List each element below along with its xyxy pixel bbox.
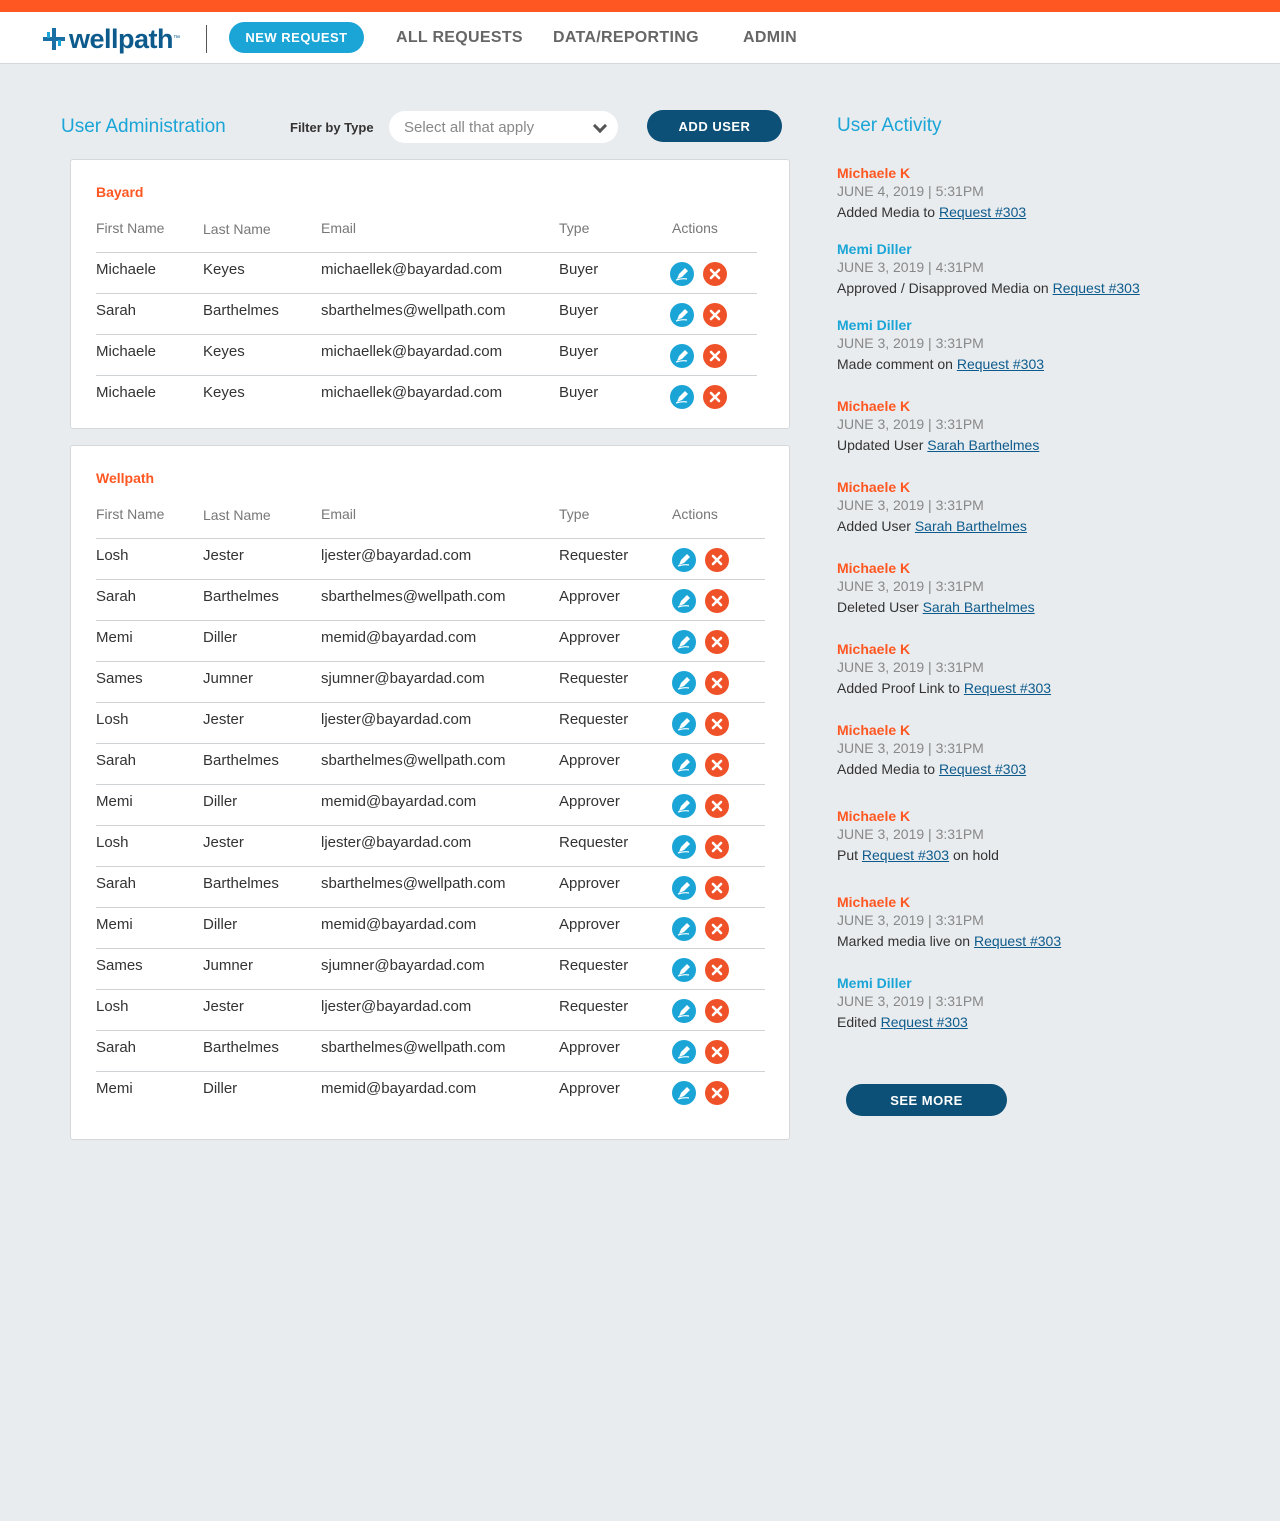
edit-user-icon[interactable] <box>672 917 696 941</box>
activity-description <box>837 599 1035 615</box>
activity-item <box>837 722 1026 777</box>
cell-type: Buyer <box>559 384 599 401</box>
edit-user-icon[interactable] <box>670 262 694 286</box>
cell-type: Approver <box>559 629 620 646</box>
filter-placeholder: Select all that apply <box>404 118 535 136</box>
cell-first-name: Sarah <box>96 302 137 319</box>
cell-first-name: Michaele <box>96 261 157 278</box>
table-row <box>96 907 765 948</box>
edit-user-icon[interactable] <box>670 303 694 327</box>
cell-last-name: Diller <box>203 916 238 933</box>
cell-email: memid@bayardad.com <box>321 793 477 810</box>
cell-email: michaellek@bayardad.com <box>321 261 503 278</box>
activity-item <box>837 479 1027 534</box>
user-group-card <box>70 445 790 1140</box>
activity-date: JUNE 3, 2019 | 3:31PM <box>837 826 984 842</box>
delete-user-icon[interactable] <box>705 1081 729 1105</box>
top-accent-bar <box>0 0 1280 12</box>
activity-link[interactable]: Request #303 <box>1052 280 1140 296</box>
navbar <box>0 12 1280 64</box>
cell-first-name: Losh <box>96 547 129 564</box>
header-actions: Actions <box>672 220 718 236</box>
activity-user[interactable]: Michaele K <box>837 479 911 495</box>
activity-date: JUNE 3, 2019 | 3:31PM <box>837 740 984 756</box>
activity-user[interactable]: Memi Diller <box>837 241 912 257</box>
cell-first-name: Memi <box>96 1080 133 1097</box>
cell-first-name: Memi <box>96 629 133 646</box>
table-row <box>96 743 765 784</box>
nav-admin[interactable]: ADMIN <box>743 29 797 46</box>
edit-user-icon[interactable] <box>672 876 696 900</box>
activity-description <box>837 437 1039 453</box>
cell-first-name: Losh <box>96 834 129 851</box>
cell-last-name: Jumner <box>203 957 254 974</box>
cell-first-name: Memi <box>96 793 133 810</box>
delete-user-icon[interactable] <box>705 958 729 982</box>
edit-user-icon[interactable] <box>672 958 696 982</box>
activity-date: JUNE 3, 2019 | 3:31PM <box>837 335 984 351</box>
activity-description <box>837 204 1026 220</box>
activity-text-before: Added Proof Link to <box>837 680 964 696</box>
activity-text-before: Updated User <box>837 437 928 453</box>
header-last-name: Last Name <box>203 507 271 523</box>
edit-user-icon[interactable] <box>670 344 694 368</box>
activity-item <box>837 975 984 1030</box>
cell-type: Approver <box>559 588 620 605</box>
activity-description <box>837 933 1061 949</box>
activity-text-before: Made comment on <box>837 356 957 372</box>
activity-link[interactable]: Sarah Barthelmes <box>927 437 1040 453</box>
table-row <box>96 825 765 866</box>
delete-user-icon[interactable] <box>705 753 729 777</box>
delete-user-icon[interactable] <box>705 794 729 818</box>
activity-date: JUNE 3, 2019 | 3:31PM <box>837 578 984 594</box>
activity-date: JUNE 3, 2019 | 3:31PM <box>837 416 984 432</box>
header-email: Email <box>321 506 357 522</box>
activity-date: JUNE 3, 2019 | 3:31PM <box>837 497 984 513</box>
cell-type: Requester <box>559 711 629 728</box>
activity-item <box>837 894 1061 949</box>
filter-type-select[interactable] <box>389 111 618 143</box>
activity-user[interactable]: Michaele K <box>837 165 911 181</box>
group-title: Wellpath <box>96 470 155 486</box>
edit-user-icon[interactable] <box>672 630 696 654</box>
cell-first-name: Sames <box>96 670 143 687</box>
cell-last-name: Barthelmes <box>203 588 279 605</box>
delete-user-icon[interactable] <box>705 630 729 654</box>
delete-user-icon[interactable] <box>705 999 729 1023</box>
delete-user-icon[interactable] <box>703 262 727 286</box>
cell-email: sbarthelmes@wellpath.com <box>321 875 506 892</box>
cell-last-name: Keyes <box>203 343 245 360</box>
activity-description <box>837 356 1044 372</box>
activity-date: JUNE 3, 2019 | 4:31PM <box>837 259 984 275</box>
activity-link[interactable]: Request #303 <box>861 847 950 863</box>
cell-last-name: Keyes <box>203 384 245 401</box>
cell-last-name: Barthelmes <box>203 1039 279 1056</box>
activity-user[interactable]: Michaele K <box>837 894 911 910</box>
table-row <box>96 293 757 334</box>
cell-last-name: Keyes <box>203 261 245 278</box>
cell-type: Approver <box>559 1039 620 1056</box>
cell-last-name: Diller <box>203 1080 238 1097</box>
cell-type: Approver <box>559 1080 620 1097</box>
activity-link[interactable]: Sarah Barthelmes <box>914 518 1027 534</box>
activity-date: JUNE 3, 2019 | 3:31PM <box>837 659 984 675</box>
cell-first-name: Sarah <box>96 752 137 769</box>
activity-item <box>837 398 1039 453</box>
delete-user-icon[interactable] <box>705 712 729 736</box>
header-first-name: First Name <box>96 506 165 522</box>
cell-first-name: Michaele <box>96 384 157 401</box>
cell-type: Approver <box>559 752 620 769</box>
cell-email: sbarthelmes@wellpath.com <box>321 1039 506 1056</box>
nav-all-requests[interactable]: ALL REQUESTS <box>396 29 523 46</box>
delete-user-icon[interactable] <box>703 303 727 327</box>
activity-item <box>837 808 999 863</box>
user-activity-title: User Activity <box>837 115 942 136</box>
table-row <box>96 334 757 375</box>
table-row <box>96 579 765 620</box>
cell-email: michaellek@bayardad.com <box>321 343 503 360</box>
activity-link[interactable]: Request #303 <box>938 761 1027 777</box>
activity-text-before: Added Media to <box>837 761 939 777</box>
cell-first-name: Sames <box>96 957 143 974</box>
cell-last-name: Barthelmes <box>203 875 279 892</box>
cell-type: Approver <box>559 916 620 933</box>
cell-last-name: Diller <box>203 629 238 646</box>
cell-email: memid@bayardad.com <box>321 916 477 933</box>
cell-email: memid@bayardad.com <box>321 1080 477 1097</box>
cell-type: Requester <box>559 957 629 974</box>
delete-user-icon[interactable] <box>705 835 729 859</box>
cell-type: Requester <box>559 670 629 687</box>
user-administration-title: User Administration <box>61 116 226 137</box>
cell-first-name: Sarah <box>96 1039 137 1056</box>
cell-first-name: Losh <box>96 998 129 1015</box>
cell-email: sjumner@bayardad.com <box>321 670 485 687</box>
activity-description <box>837 847 999 863</box>
activity-date: JUNE 3, 2019 | 3:31PM <box>837 993 984 1009</box>
edit-user-icon[interactable] <box>672 671 696 695</box>
header-actions: Actions <box>672 506 718 522</box>
table-row <box>96 1071 765 1112</box>
edit-user-icon[interactable] <box>672 1081 696 1105</box>
delete-user-icon[interactable] <box>705 1040 729 1064</box>
header-first-name: First Name <box>96 220 165 236</box>
cell-type: Approver <box>559 793 620 810</box>
nav-divider <box>206 25 207 53</box>
activity-item <box>837 560 1035 615</box>
table-row <box>96 784 765 825</box>
table-row <box>96 702 765 743</box>
activity-text-after: on hold <box>949 847 999 863</box>
cell-last-name: Jester <box>203 547 244 564</box>
cell-email: ljester@bayardad.com <box>321 998 472 1015</box>
cell-last-name: Jester <box>203 711 244 728</box>
cell-last-name: Jester <box>203 998 244 1015</box>
cell-email: michaellek@bayardad.com <box>321 384 503 401</box>
user-group-card <box>70 159 790 429</box>
table-row <box>96 661 765 702</box>
cell-last-name: Jumner <box>203 670 254 687</box>
activity-description <box>837 1014 984 1030</box>
cell-last-name: Jester <box>203 834 244 851</box>
table-row <box>96 866 765 907</box>
wellpath-cross-icon <box>43 28 65 50</box>
delete-user-icon[interactable] <box>705 548 729 572</box>
cell-first-name: Sarah <box>96 875 137 892</box>
activity-user[interactable]: Memi Diller <box>837 975 912 991</box>
activity-description <box>837 280 1140 296</box>
see-more-button[interactable]: SEE MORE <box>846 1084 1007 1116</box>
activity-date: JUNE 4, 2019 | 5:31PM <box>837 183 984 199</box>
header-email: Email <box>321 220 357 236</box>
activity-link[interactable]: Request #303 <box>956 356 1045 372</box>
activity-description <box>837 761 1026 777</box>
edit-user-icon[interactable] <box>670 385 694 409</box>
edit-user-icon[interactable] <box>672 794 696 818</box>
add-user-button[interactable]: ADD USER <box>647 110 782 142</box>
cell-email: ljester@bayardad.com <box>321 711 472 728</box>
delete-user-icon[interactable] <box>705 671 729 695</box>
logo-text: wellpath™ <box>69 24 180 54</box>
activity-item <box>837 165 1026 220</box>
cell-email: sbarthelmes@wellpath.com <box>321 588 506 605</box>
activity-item <box>837 241 1140 296</box>
activity-link[interactable]: Request #303 <box>880 1014 968 1030</box>
cell-first-name: Michaele <box>96 343 157 360</box>
activity-text-before: Added User <box>837 518 915 534</box>
cell-first-name: Sarah <box>96 588 137 605</box>
cell-email: ljester@bayardad.com <box>321 547 472 564</box>
delete-user-icon[interactable] <box>705 876 729 900</box>
cell-type: Approver <box>559 875 620 892</box>
delete-user-icon[interactable] <box>705 589 729 613</box>
cell-type: Buyer <box>559 261 599 278</box>
activity-text-before: Edited <box>837 1014 881 1030</box>
activity-date: JUNE 3, 2019 | 3:31PM <box>837 912 984 928</box>
cell-first-name: Losh <box>96 711 129 728</box>
activity-user[interactable]: Michaele K <box>837 560 911 576</box>
activity-item <box>837 641 1051 696</box>
cell-type: Buyer <box>559 302 599 319</box>
edit-user-icon[interactable] <box>672 999 696 1023</box>
table-row <box>96 948 765 989</box>
edit-user-icon[interactable] <box>672 753 696 777</box>
table-row <box>96 375 757 416</box>
table-row <box>96 252 757 293</box>
edit-user-icon[interactable] <box>672 548 696 572</box>
activity-description <box>837 680 1051 696</box>
delete-user-icon[interactable] <box>703 344 727 368</box>
cell-type: Requester <box>559 547 629 564</box>
new-request-button[interactable]: NEW REQUEST <box>229 22 364 53</box>
cell-email: ljester@bayardad.com <box>321 834 472 851</box>
cell-first-name: Memi <box>96 916 133 933</box>
activity-link[interactable]: Request #303 <box>963 680 1052 696</box>
cell-last-name: Barthelmes <box>203 752 279 769</box>
cell-type: Buyer <box>559 343 599 360</box>
activity-user[interactable]: Michaele K <box>837 722 911 738</box>
activity-text-before: Approved / Disapproved Media on <box>837 280 1053 296</box>
activity-user[interactable]: Memi Diller <box>837 317 912 333</box>
cell-email: sjumner@bayardad.com <box>321 957 485 974</box>
header-type: Type <box>559 220 590 236</box>
activity-description <box>837 518 1027 534</box>
edit-user-icon[interactable] <box>672 589 696 613</box>
header-last-name: Last Name <box>203 221 271 237</box>
cell-type: Requester <box>559 998 629 1015</box>
table-row <box>96 538 765 579</box>
activity-link[interactable]: Request #303 <box>938 204 1027 220</box>
delete-user-icon[interactable] <box>703 385 727 409</box>
activity-link[interactable]: Request #303 <box>973 933 1062 949</box>
activity-item <box>837 317 1044 372</box>
group-title: Bayard <box>96 184 144 200</box>
cell-email: sbarthelmes@wellpath.com <box>321 302 506 319</box>
activity-text-before: Marked media live on <box>837 933 974 949</box>
edit-user-icon[interactable] <box>672 712 696 736</box>
table-row <box>96 620 765 661</box>
activity-text-before: Put <box>837 847 862 863</box>
cell-last-name: Diller <box>203 793 238 810</box>
activity-text-before: Added Media to <box>837 204 939 220</box>
table-row <box>96 1030 765 1071</box>
activity-user[interactable]: Michaele K <box>837 641 911 657</box>
cell-email: memid@bayardad.com <box>321 629 477 646</box>
header-type: Type <box>559 506 590 522</box>
chevron-down-icon <box>593 119 607 133</box>
filter-by-type-label: Filter by Type <box>290 120 374 135</box>
activity-link[interactable]: Sarah Barthelmes <box>922 599 1035 615</box>
activity-user[interactable]: Michaele K <box>837 398 911 414</box>
table-row <box>96 989 765 1030</box>
cell-type: Requester <box>559 834 629 851</box>
edit-user-icon[interactable] <box>672 835 696 859</box>
nav-data-reporting[interactable]: DATA/REPORTING <box>553 29 699 46</box>
cell-email: sbarthelmes@wellpath.com <box>321 752 506 769</box>
activity-user[interactable]: Michaele K <box>837 808 911 824</box>
delete-user-icon[interactable] <box>705 917 729 941</box>
cell-last-name: Barthelmes <box>203 302 279 319</box>
edit-user-icon[interactable] <box>672 1040 696 1064</box>
wellpath-logo[interactable] <box>43 26 180 52</box>
activity-text-before: Deleted User <box>837 599 923 615</box>
